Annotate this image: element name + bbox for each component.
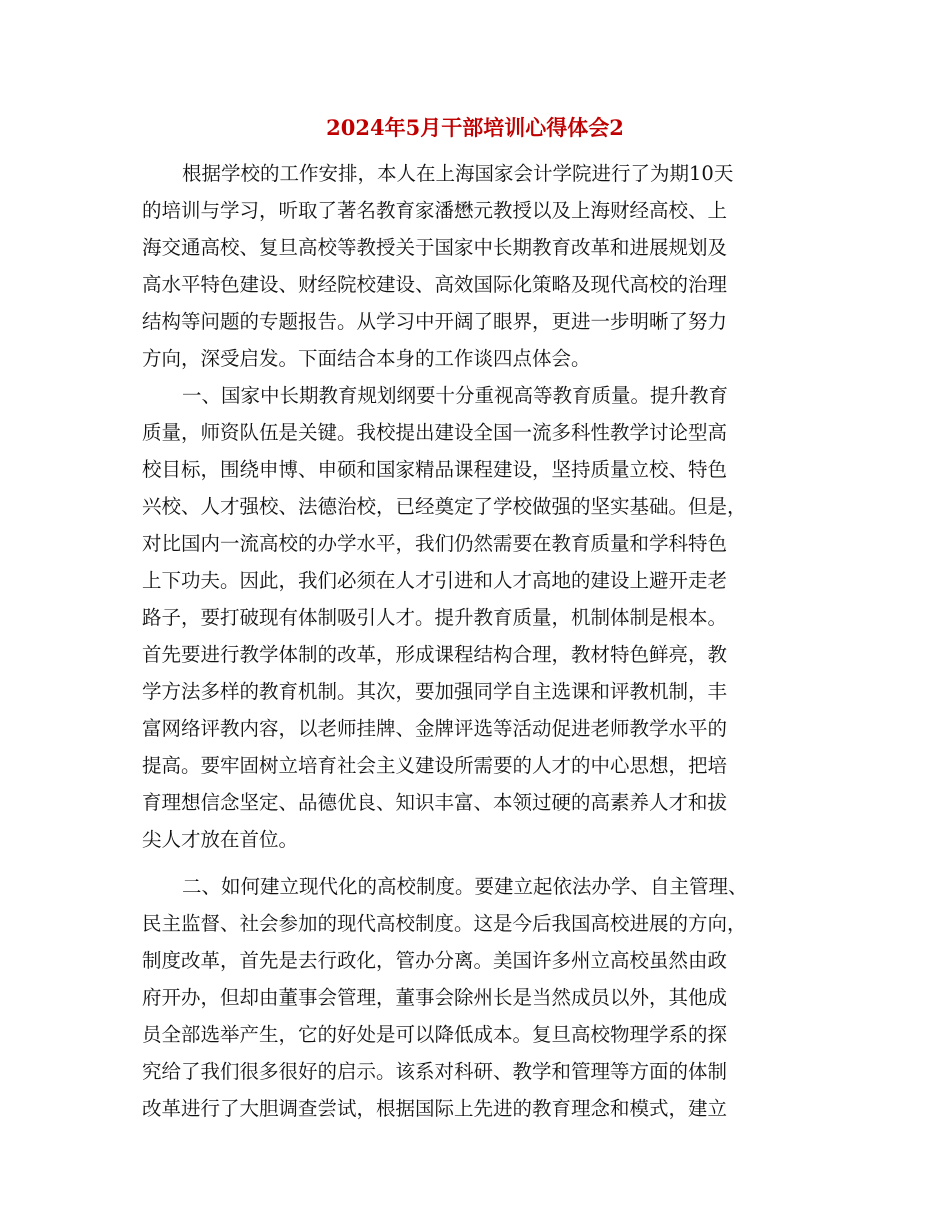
text-line: 学方法多样的教育机制。其次，要加强同学自主选课和评教机制，丰 [142,680,728,703]
text-line: 兴校、人才强校、法德治校，已经奠定了学校做强的坚实基础。但是， [142,495,747,518]
text-line: 制度改革，首先是去行政化，管办分离。美国许多州立高校虽然由政 [142,949,728,972]
text-line: 民主监督、社会参加的现代高校制度。这是今后我国高校进展的方向， [142,912,747,935]
document-title: 2024年5月干部培训心得体会2 [326,115,624,140]
text-line: 提高。要牢固树立培育社会主义建设所需要的人才的中心思想，把培 [142,754,728,777]
text-line: 尖人才放在首位。 [142,828,299,851]
text-line: 改革进行了大胆调查尝试，根据国际上先进的教育理念和模式，建立 [142,1097,728,1120]
text-line: 路子，要打破现有体制吸引人才。提升教育质量，机制体制是根本。 [142,606,728,629]
text-line: 一、国家中长期教育规划纲要十分重视高等教育质量。提升教育 [182,384,729,407]
text-line: 校目标，围绕申博、申硕和国家精品课程建设，坚持质量立校、特色 [142,458,728,481]
text-line: 结构等问题的专题报告。从学习中开阔了眼界，更进一步明晰了努力 [142,310,728,333]
paragraph-2 [142,377,812,858]
text-line: 根据学校的工作安排，本人在上海国家会计学院进行了为期10天 [182,162,734,185]
text-line: 富网络评教内容，以老师挂牌、金牌评选等活动促进老师教学水平的 [142,717,728,740]
text-line: 的培训与学习，听取了著名教育家潘懋元教授以及上海财经高校、上 [142,199,728,222]
text-line: 高水平特色建设、财经院校建设、高效国际化策略及现代高校的治理 [142,273,728,296]
document-body [142,155,812,1127]
text-line: 方向，深受启发。下面结合本身的工作谈四点体会。 [142,347,591,370]
text-line: 对比国内一流高校的办学水平，我们仍然需要在教育质量和学科特色 [142,532,728,555]
text-line: 府开办，但却由董事会管理，董事会除州长是当然成员以外，其他成 [142,986,728,1009]
text-line: 质量，师资队伍是关键。我校提出建设全国一流多科性教学讨论型高 [142,421,728,444]
text-line: 海交通高校、复旦高校等教授关于国家中长期教育改革和进展规划及 [142,236,728,259]
text-line: 上下功夫。因此，我们必须在人才引进和人才高地的建设上避开走老 [142,569,728,592]
text-line: 二、如何建立现代化的高校制度。要建立起依法办学、自主管理、 [182,875,748,898]
text-line: 首先要进行教学体制的改革，形成课程结构合理，教材特色鲜亮，教 [142,643,728,666]
paragraph-3 [142,868,812,1127]
text-line: 育理想信念坚定、品德优良、知识丰富、本领过硬的高素养人才和拔 [142,791,728,814]
paragraph-1 [142,155,812,377]
text-line: 员全部选举产生，它的好处是可以降低成本。复旦高校物理学系的探 [142,1023,728,1046]
text-line: 究给了我们很多很好的启示。该系对科研、教学和管理等方面的体制 [142,1060,728,1083]
paragraph-gap [142,858,812,868]
